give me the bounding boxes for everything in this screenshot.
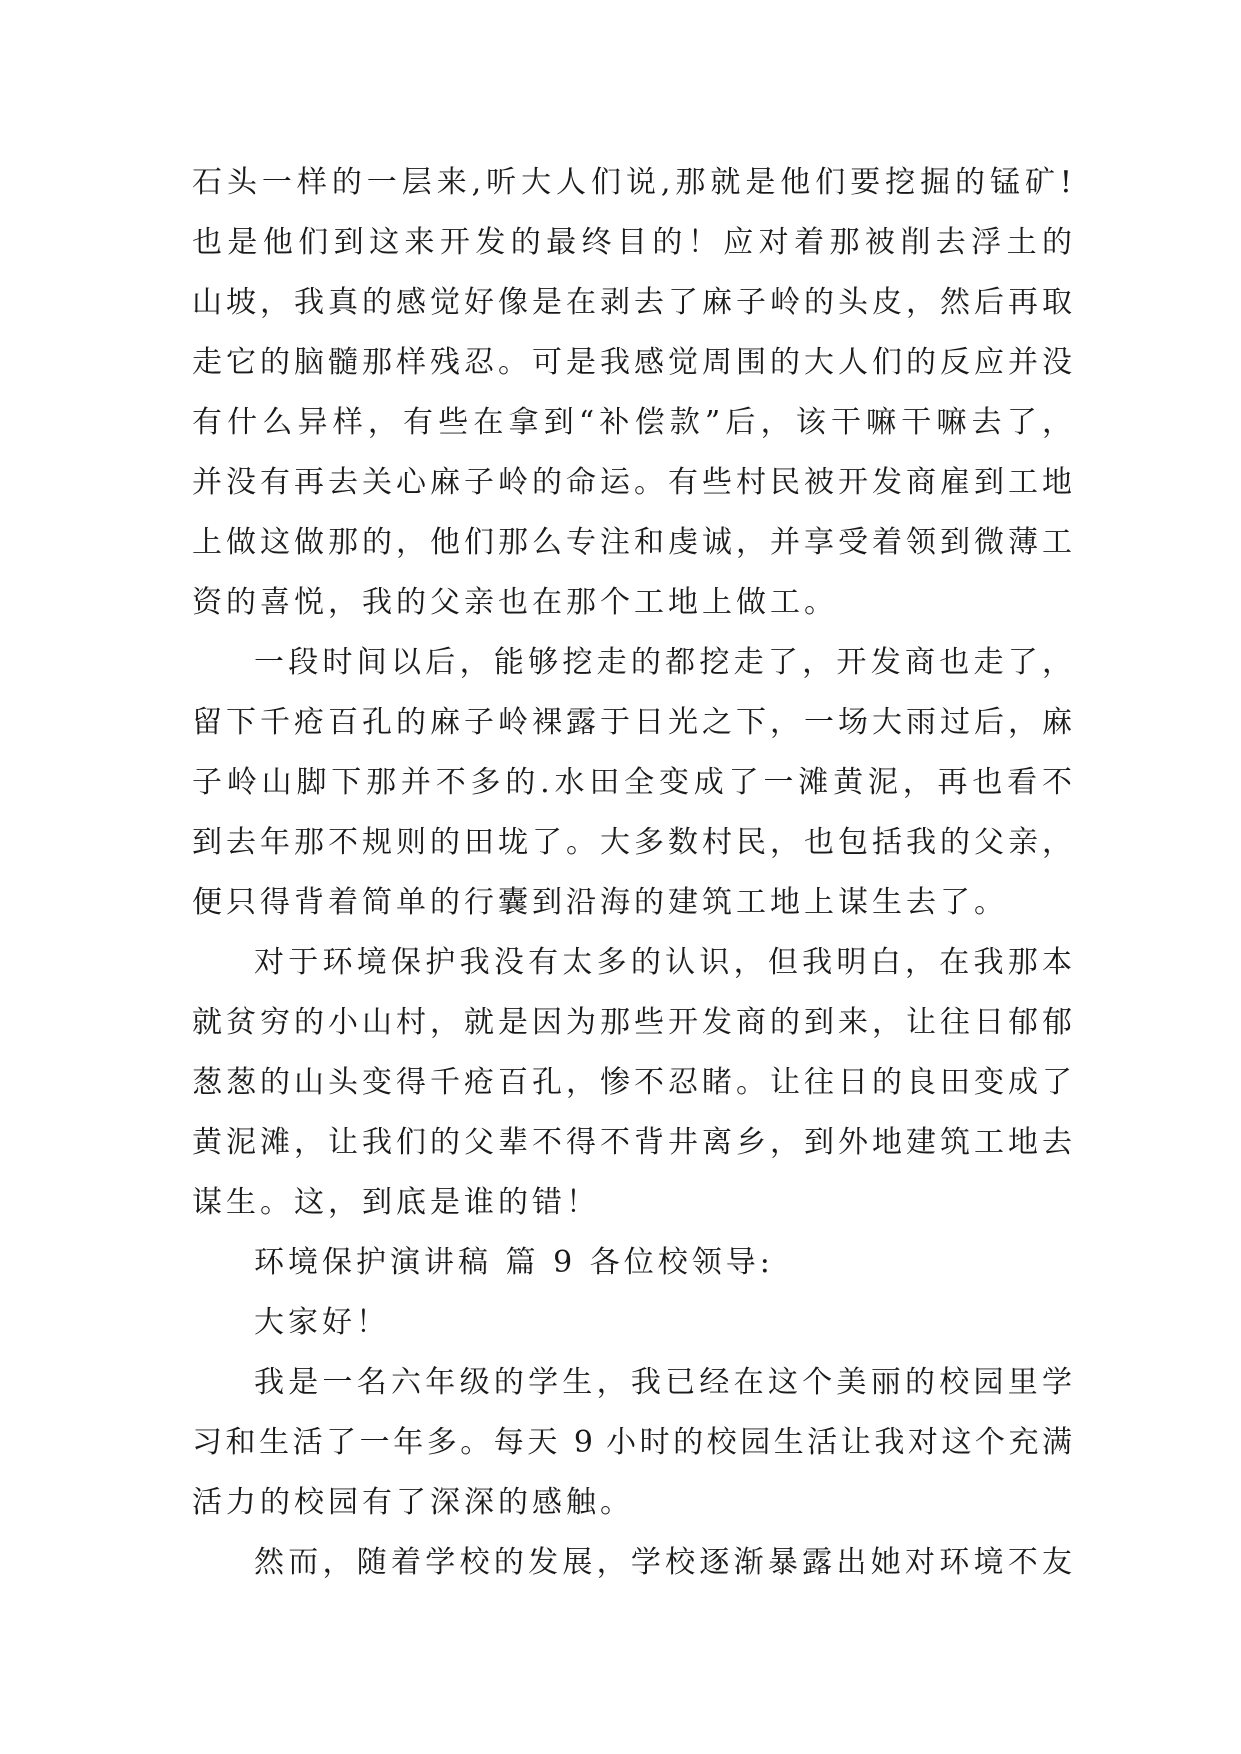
text-line: 一段时间以后，能够挖走的都挖走了，开发商也走了，: [254, 645, 1072, 680]
text-line: 便只得背着简单的行囊到沿海的建筑工地上谋生去了。: [192, 885, 1008, 920]
text-line: 石头一样的一层来,听大人们说,那就是他们要挖掘的锰矿!: [192, 165, 1072, 200]
text-line: 留下千疮百孔的麻子岭裸露于日光之下，一场大雨过后，麻: [192, 705, 1072, 740]
text-line: 大家好！: [254, 1305, 390, 1340]
text-line: 上做这做那的，他们那么专注和虔诚，并享受着领到微薄工: [192, 525, 1072, 560]
text-line: 有什么异样，有些在拿到“补偿款”后，该干嘛干嘛去了，: [192, 405, 1072, 440]
text-line: 然而，随着学校的发展，学校逐渐暴露出她对环境不友: [254, 1545, 1072, 1580]
text-line: 活力的校园有了深深的感触。: [192, 1485, 634, 1520]
text-line: 环境保护演讲稿 篇 9 各位校领导:: [254, 1245, 774, 1280]
text-line: 山坡，我真的感觉好像是在剥去了麻子岭的头皮，然后再取: [192, 285, 1072, 320]
text-line: 习和生活了一年多。每天 9 小时的校园生活让我对这个充满: [192, 1425, 1072, 1460]
document-body: [192, 153, 1072, 1593]
text-line: 资的喜悦，我的父亲也在那个工地上做工。: [192, 585, 838, 620]
text-line: 就贫穷的小山村，就是因为那些开发商的到来，让往日郁郁: [192, 1005, 1072, 1040]
text-line: 对于环境保护我没有太多的认识，但我明白，在我那本: [254, 945, 1072, 980]
text-line: 并没有再去关心麻子岭的命运。有些村民被开发商雇到工地: [192, 465, 1072, 500]
text-line: 黄泥滩，让我们的父辈不得不背井离乡，到外地建筑工地去: [192, 1125, 1072, 1160]
text-line: 谋生。这，到底是谁的错！: [192, 1185, 600, 1220]
text-line: 葱葱的山头变得千疮百孔，惨不忍睹。让往日的良田变成了: [192, 1065, 1072, 1100]
text-line: 走它的脑髓那样残忍。可是我感觉周围的大人们的反应并没: [192, 345, 1072, 380]
text-line: 我是一名六年级的学生，我已经在这个美丽的校园里学: [254, 1365, 1072, 1400]
text-line: 子岭山脚下那并不多的.水田全变成了一滩黄泥，再也看不: [192, 765, 1072, 800]
text-line: 也是他们到这来开发的最终目的！应对着那被削去浮土的: [192, 225, 1072, 260]
text-line: 到去年那不规则的田垅了。大多数村民，也包括我的父亲，: [192, 825, 1072, 860]
